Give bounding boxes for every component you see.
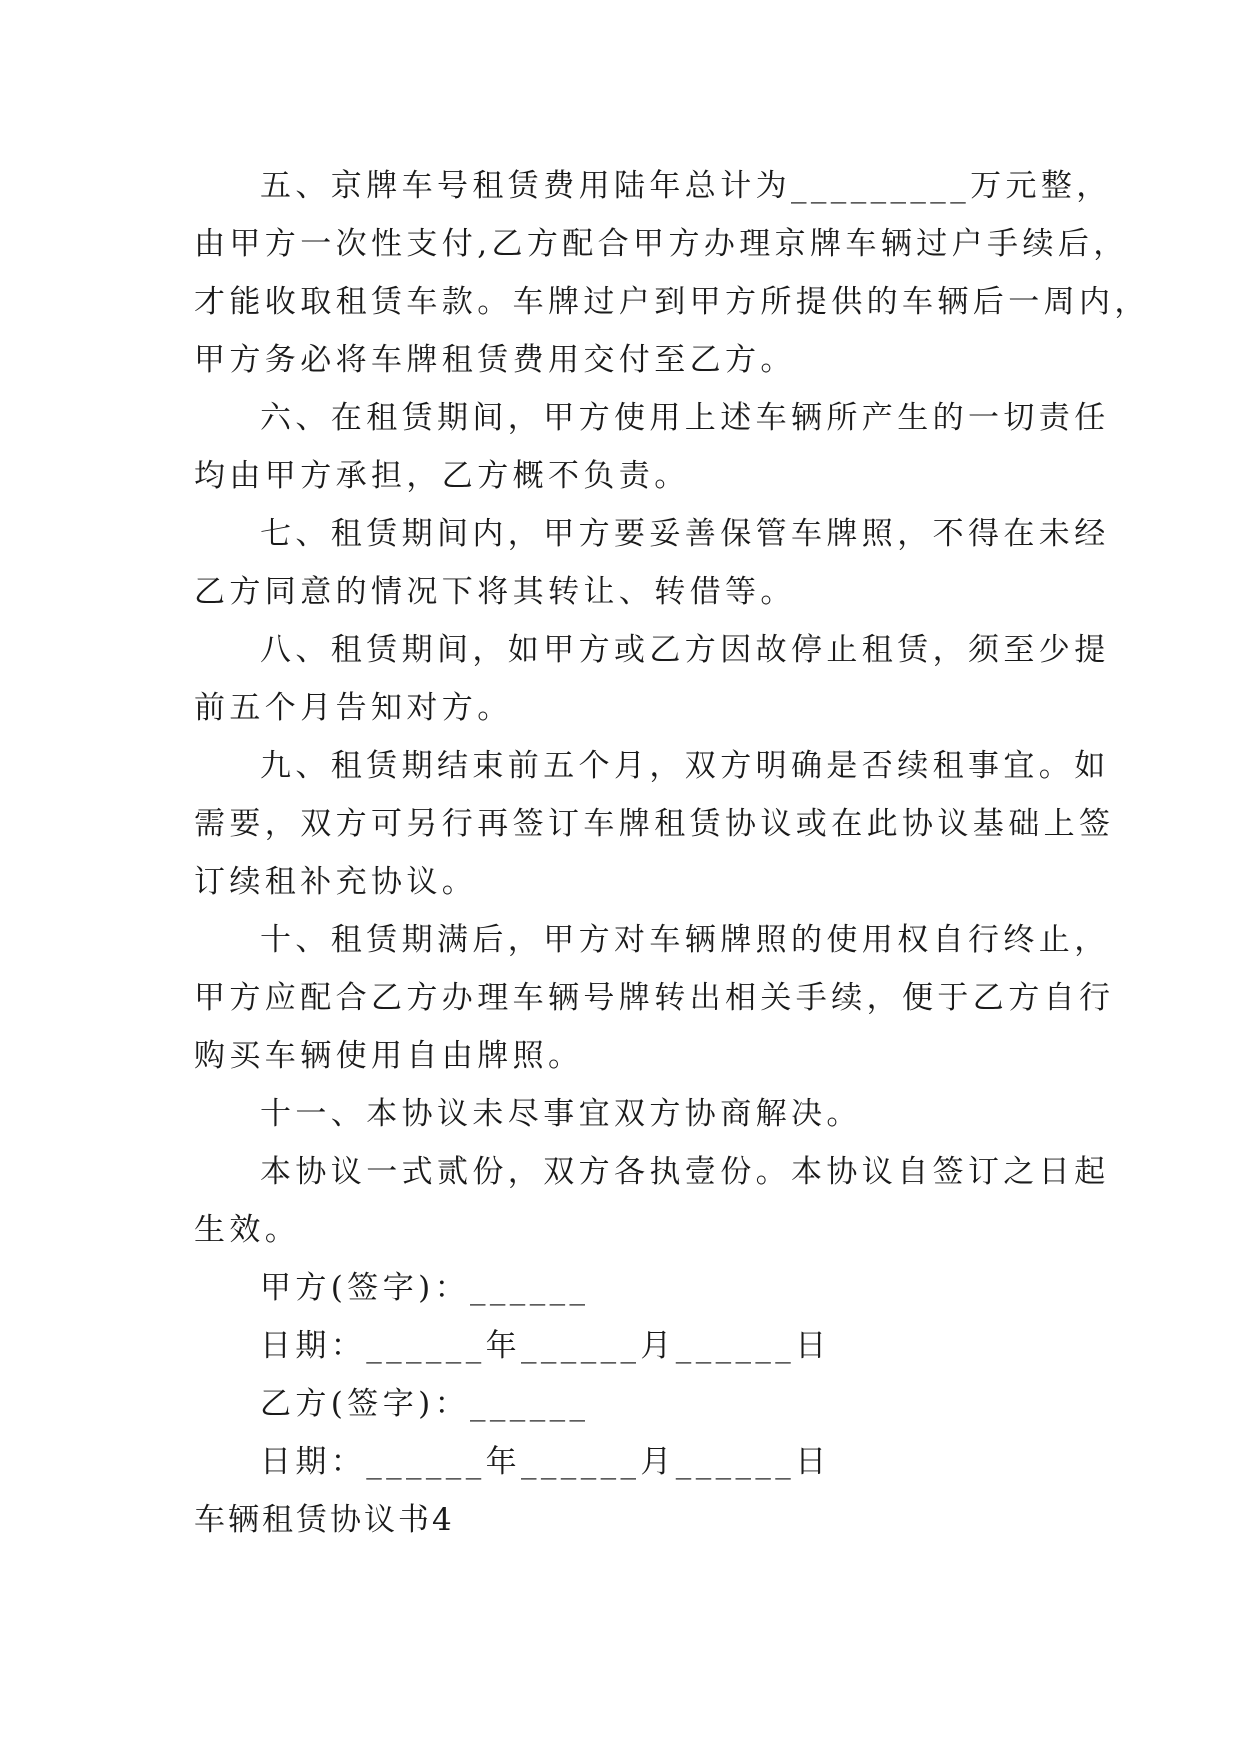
party-a-date: 日期：______年______月______日 xyxy=(260,1328,831,1364)
copies-line-2: 生效。 xyxy=(194,1212,301,1248)
clause-10-line-2: 甲方应配合乙方办理车辆号牌转出相关手续，便于乙方自行 xyxy=(194,980,1115,1016)
clause-5-line-3: 才能收取租赁车款。车牌过户到甲方所提供的车辆后一周内， xyxy=(194,284,1150,320)
clause-8-line-1: 八、租赁期间，如甲方或乙方因故停止租赁，须至少提 xyxy=(260,632,1110,668)
clause-9-line-2: 需要，双方可另行再签订车牌租赁协议或在此协议基础上签 xyxy=(194,806,1115,842)
clause-9-line-1: 九、租赁期结束前五个月，双方明确是否续租事宜。如 xyxy=(260,748,1110,784)
clause-6-line-2: 均由甲方承担，乙方概不负责。 xyxy=(194,458,690,494)
clause-7-line-2: 乙方同意的情况下将其转让、转借等。 xyxy=(194,574,796,610)
copies-line-1: 本协议一式贰份，双方各执壹份。本协议自签订之日起 xyxy=(260,1154,1110,1190)
party-a-signature: 甲方(签字)：______ xyxy=(260,1270,590,1306)
party-b-signature: 乙方(签字)：______ xyxy=(260,1386,590,1422)
clause-5-line-2: 由甲方一次性支付,乙方配合甲方办理京牌车辆过户手续后， xyxy=(194,226,1129,262)
next-section-title: 车辆租赁协议书4 xyxy=(194,1502,455,1538)
clause-5-line-4: 甲方务必将车牌租赁费用交付至乙方。 xyxy=(194,342,796,378)
clause-6-line-1: 六、在租赁期间，甲方使用上述车辆所产生的一切责任 xyxy=(260,400,1110,436)
clause-10-line-3: 购买车辆使用自由牌照。 xyxy=(194,1038,584,1074)
clause-11-line-1: 十一、本协议未尽事宜双方协商解决。 xyxy=(260,1096,862,1132)
clause-8-line-2: 前五个月告知对方。 xyxy=(194,690,513,726)
clause-10-line-1: 十、租赁期满后，甲方对车辆牌照的使用权自行终止， xyxy=(260,922,1110,958)
party-b-date: 日期：______年______月______日 xyxy=(260,1444,831,1480)
clause-9-line-3: 订续租补充协议。 xyxy=(194,864,478,900)
clause-5-line-1: 五、京牌车号租赁费用陆年总计为_________万元整， xyxy=(260,168,1112,204)
clause-7-line-1: 七、租赁期间内，甲方要妥善保管车牌照，不得在未经 xyxy=(260,516,1110,552)
